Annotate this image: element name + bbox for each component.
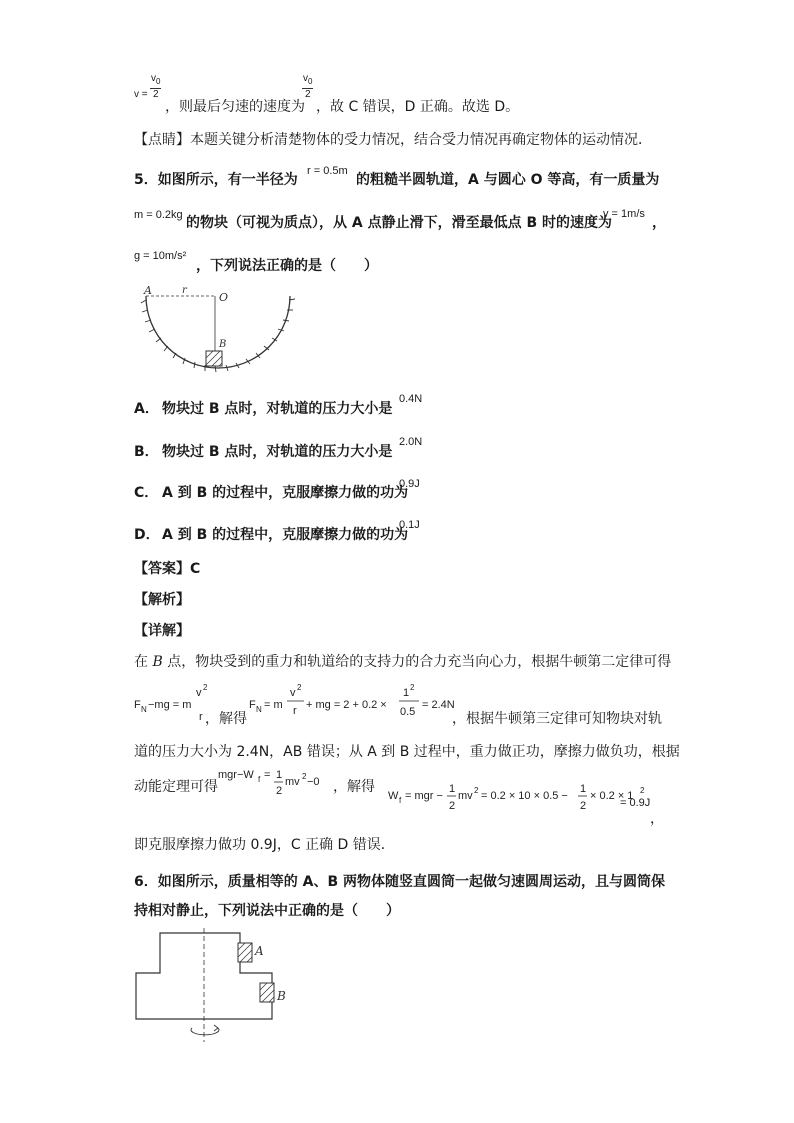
svg-text:N: N [141,705,147,714]
svg-text:B: B [277,989,286,1003]
q5-detail-line3: 道的压力大小为 2.4N，AB 错误；从 A 到 B 过程中，重力做正功，摩擦力做负功，根据 [134,744,680,760]
option-c-text: A 到 B 的过程中，克服摩擦力做的功为 [162,485,409,501]
svg-text:2: 2 [276,785,283,797]
svg-text:mv: mv [285,776,300,788]
option-a-text: 物块过 B 点时，对轨道的压力大小是 [162,401,393,417]
q5-detail-line4-tail: ， [650,811,664,827]
q5-line2-b: ， [652,215,666,231]
q5-detail-line1: 在 B 点，物块受到的重力和轨道给的支持力的合力充当向心力，根据牛顿第二定律可得 [134,654,672,670]
q5-jiexi-heading: 【解析】 [134,592,190,608]
svg-text:2: 2 [580,800,587,812]
dianjing-note: 【点睛】本题关键分析清楚物体的受力情况，结合受力情况再确定物体的运动情况． [134,132,652,148]
q6-line2: 持相对静止，下列说法中正确的是（ ） [134,903,400,919]
q5-radius-value: r = 0.5m [307,165,348,177]
eq-v: v = [134,89,148,100]
svg-text:B: B [219,339,227,350]
svg-text:r: r [199,711,203,722]
svg-text:2: 2 [297,683,302,692]
fraction-v0-over-2: $\frac{v_0}{2}$ [151,73,161,100]
svg-text:f: f [258,775,261,784]
svg-text:r: r [293,705,297,717]
svg-text:× 0.2 × 1: × 0.2 × 1 [590,790,634,802]
q5-equation-normal-force [132,678,462,722]
q5-gravity-value: g = 10m/s² [134,250,187,262]
svg-text:mv: mv [458,790,473,802]
q5-equation-result-tail: = 0.9J [620,797,651,809]
option-a-label: A． [134,401,159,417]
svg-text:A: A [255,944,264,958]
q5-jiede-1: ，解得 [205,711,247,727]
q5-xiangjie-heading: 【详解】 [134,623,190,639]
svg-text:W: W [388,790,399,802]
svg-text:A: A [144,284,152,297]
svg-text:mgr−W: mgr−W [218,769,254,781]
svg-text:2: 2 [640,786,645,795]
svg-text:1: 1 [276,769,283,781]
svg-text:= 2.4N: = 2.4N [422,699,455,711]
svg-text:1: 1 [580,783,587,795]
top-text-2: ，故 C 错误，D 正确。故选 D。 [316,99,520,115]
q5-line2-a: 的物块（可视为质点），从 A 点静止滑下，滑至最低点 B 时的速度为 [186,215,613,231]
q5-equation-friction-work [386,783,658,823]
rotating-cylinder-figure [132,928,297,1046]
option-d-value: 0.1J [399,519,420,531]
q5-line1-a: 5．如图所示，有一半径为 [134,172,298,188]
svg-text:F: F [134,699,141,711]
svg-text:f: f [399,796,402,805]
option-c-value: 0.9J [399,478,420,490]
q5-equation-energy-theorem [218,762,328,802]
svg-text:= 0.2 × 10 × 0.5 −: = 0.2 × 10 × 0.5 − [481,790,568,802]
q5-mass-value: m = 0.2kg [134,209,183,221]
option-d-text: A 到 B 的过程中，克服摩擦力做的功为 [162,527,409,543]
svg-text:2: 2 [203,683,208,692]
option-c-label: C． [134,485,159,501]
svg-text:2: 2 [474,786,479,795]
option-b-text: 物块过 B 点时，对轨道的压力大小是 [162,444,393,460]
q5-velocity-value: v = 1m/s [603,208,645,220]
q5-jiede-2: ，解得 [333,779,375,795]
svg-text:v: v [290,687,296,699]
q6-line1: 6．如图所示，质量相等的 A、B 两物体随竖直圆筒一起做匀速圆周运动，且与圆筒保 [134,874,665,890]
q5-line3: ，下列说法正确的是（ ） [196,258,378,274]
svg-text:O: O [219,291,229,304]
option-b-label: B． [134,444,159,460]
svg-text:2: 2 [302,772,307,781]
svg-text:=: = [264,769,271,781]
svg-text:N: N [256,705,262,714]
svg-text:1: 1 [403,687,410,699]
q5-answer: 【答案】C [134,561,201,577]
svg-text:v: v [196,687,202,699]
svg-text:2: 2 [449,800,456,812]
option-a-value: 0.4N [399,393,423,405]
option-d-label: D． [134,527,160,543]
svg-text:= m: = m [264,699,283,711]
svg-text:r: r [182,285,187,296]
q5-detail-line2-tail: ，根据牛顿第三定律可知物块对轨 [452,711,662,727]
svg-text:= mgr −: = mgr − [405,790,443,802]
svg-text:+ mg = 2 + 0.2 ×: + mg = 2 + 0.2 × [306,699,387,711]
q5-detail-line4-a: 动能定理可得 [134,779,218,795]
svg-text:−mg = m: −mg = m [148,699,192,711]
option-b-value: 2.0N [399,436,423,448]
svg-text:2: 2 [410,683,415,692]
q5-line1-b: 的粗糙半圆轨道，A 与圆心 O 等高，有一质量为 [356,172,660,188]
top-text-1: ，则最后匀速的速度为 [165,99,305,115]
fraction-v0-over-2-b: $\frac{v_0}{2}$ [303,73,313,100]
svg-text:−0: −0 [307,776,320,788]
svg-text:F: F [249,699,256,711]
svg-text:0.5: 0.5 [400,706,416,718]
semicircle-track-figure [140,280,300,375]
q5-detail-line5: 即克服摩擦力做功 0.9J，C 正确 D 错误． [134,837,395,853]
svg-text:1: 1 [449,783,456,795]
